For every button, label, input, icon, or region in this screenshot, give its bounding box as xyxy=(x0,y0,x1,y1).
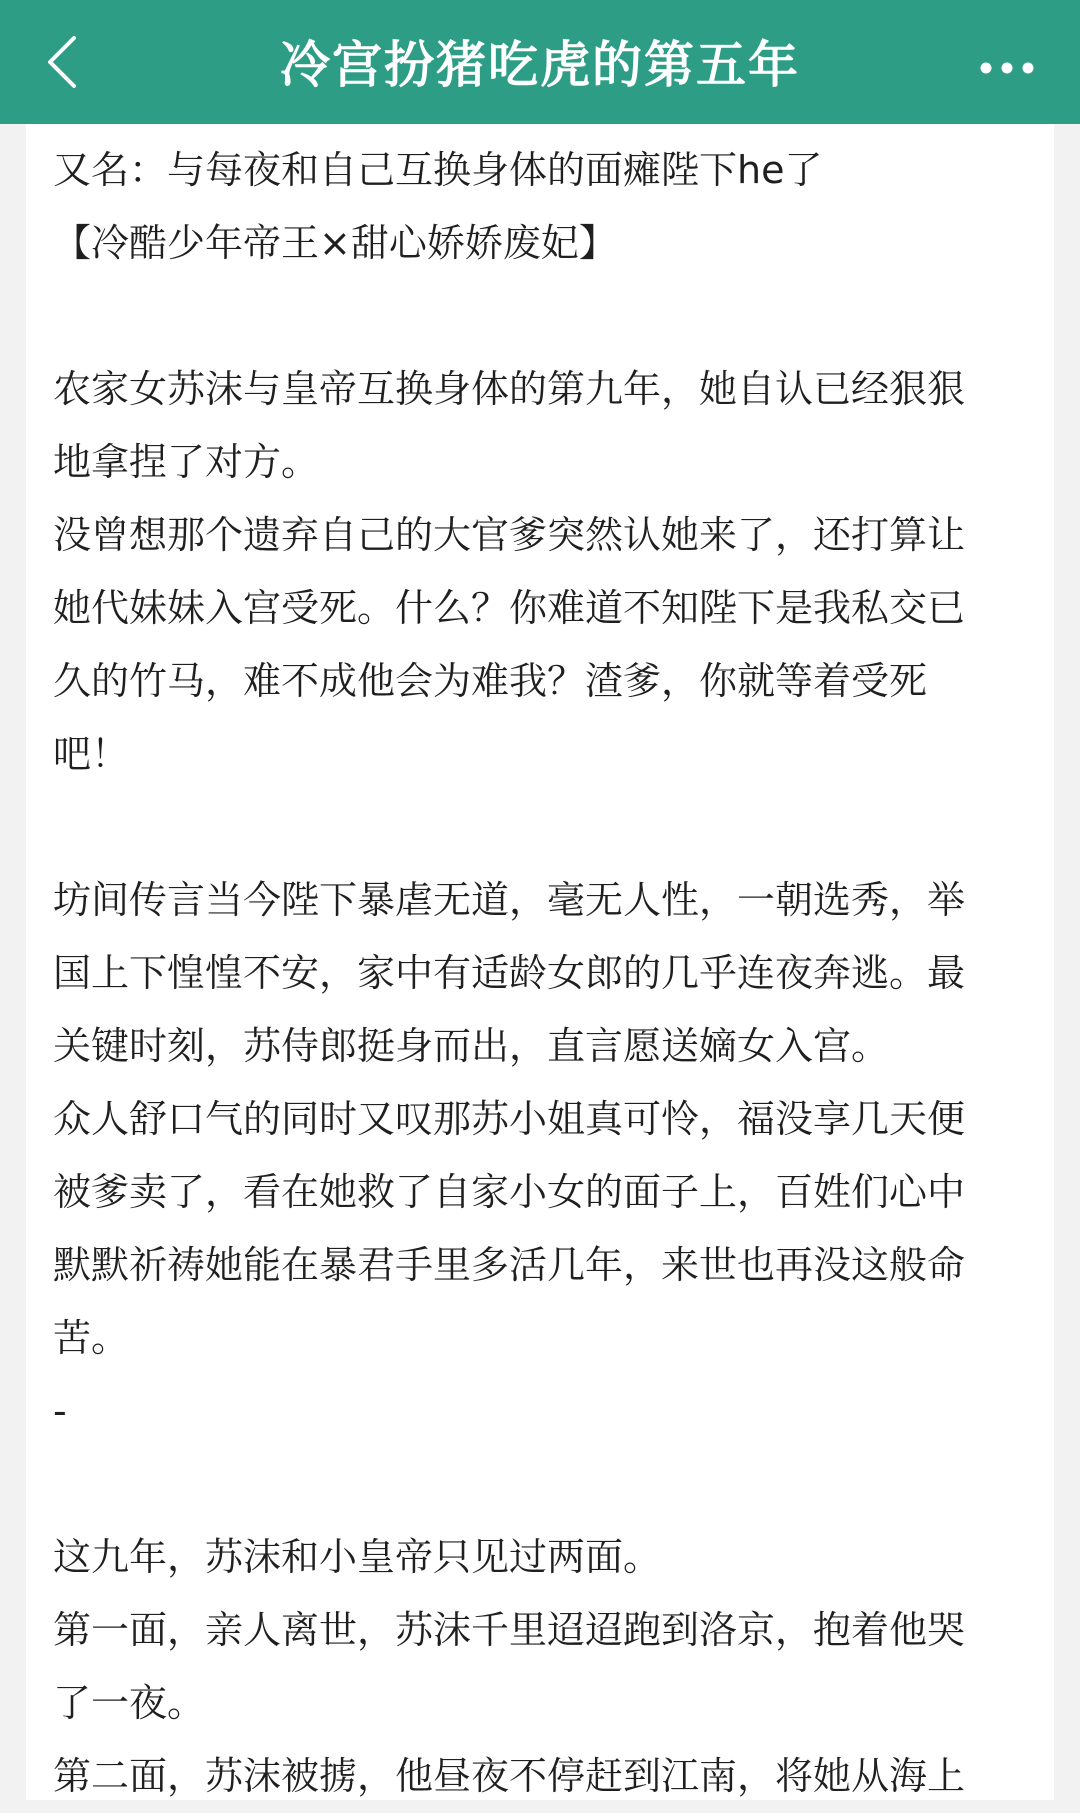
text-line: 第一面，亲人离世，苏沫千里迢迢跑到洛京，抱着他哭 xyxy=(53,1608,966,1652)
text-line: 这九年，苏沫和小皇帝只见过两面。 xyxy=(53,1535,662,1579)
blank-line xyxy=(53,280,1013,353)
chevron-left-icon xyxy=(38,30,98,94)
text-line: 默默祈祷她能在暴君手里多活几年，来世也再没这般命 xyxy=(53,1243,966,1287)
blank-line xyxy=(53,1448,1013,1521)
text-line: 久的竹马，难不成他会为难我？渣爹，你就等着受死 xyxy=(53,659,928,703)
text-line: 关键时刻，苏侍郎挺身而出，直言愿送嫡女入宫。 xyxy=(53,1024,890,1068)
page-title: 冷宫扮猪吃虎的第五年 xyxy=(280,36,800,94)
text-line: 国上下惶惶不安，家中有适龄女郎的几乎连夜奔逃。最 xyxy=(53,951,966,995)
text-line: 农家女苏沫与皇帝互换身体的第九年，她自认已经狠狠 xyxy=(53,367,966,411)
text-line: 坊间传言当今陛下暴虐无道，毫无人性，一朝选秀，举 xyxy=(53,878,966,922)
text-line: 苦。 xyxy=(53,1316,130,1360)
more-horizontal-icon xyxy=(972,42,1042,82)
text-line: 第二面，苏沫被掳，他昼夜不停赶到江南，将她从海上 xyxy=(53,1754,966,1798)
text-line: 她代妹妹入宫受死。什么？你难道不知陛下是我私交已 xyxy=(53,586,966,630)
blank-line xyxy=(53,791,1013,864)
text-line: 吧！ xyxy=(53,732,130,776)
text-line: 【冷酷少年帝王×甜心娇娇废妃】 xyxy=(53,221,617,265)
text-line: 被爹卖了，看在她救了自家小女的面子上，百姓们心中 xyxy=(53,1170,966,1214)
text-line: 没曾想那个遗弃自己的大官爹突然认她来了，还打算让 xyxy=(53,513,966,557)
more-button[interactable] xyxy=(972,42,1042,82)
text-line: 众人舒口气的同时又叹那苏小姐真可怜，福没享几天便 xyxy=(53,1097,966,1141)
app-header xyxy=(0,0,1080,124)
text-line: 又名：与每夜和自己互换身体的面瘫陛下he了 xyxy=(53,148,823,192)
text-line: 地拿捏了对方。 xyxy=(53,440,320,484)
text-line: - xyxy=(53,1389,67,1433)
text-line: 了一夜。 xyxy=(53,1681,206,1725)
article-body xyxy=(53,134,1013,1813)
back-button[interactable] xyxy=(38,30,98,94)
